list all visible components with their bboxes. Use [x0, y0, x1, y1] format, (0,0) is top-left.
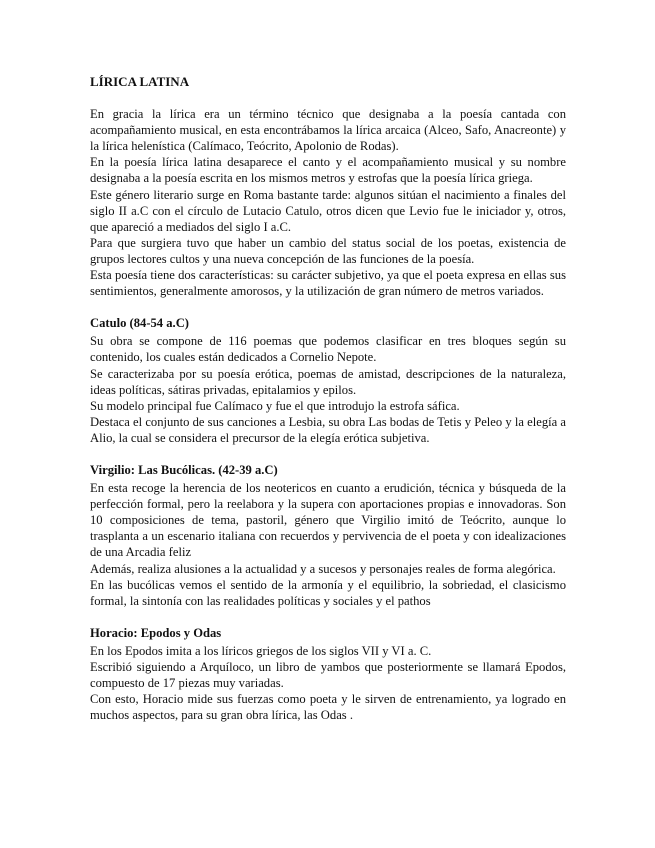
section-intro	[90, 106, 566, 299]
paragraph: Además, realiza alusiones a la actualidad y a sucesos y personajes reales de forma alegórica.	[90, 561, 556, 576]
section-heading: Horacio: Epodos y Odas	[90, 625, 222, 640]
paragraph: En esta recoge la herencia de los neotericos en cuanto a erudición, técnica y búsqueda de la perfección formal, pero la reelabora y la supera con aportaciones propias e innovadoras. Son 10 composiciones de tema, pastoril, género que Virgilio imitó de Teócrito, aunque lo trasplanta a un escenario italiana con recuerdos y pervivencia de el poeta y con idealizaciones de una Arcadia feliz	[90, 481, 566, 560]
paragraph: Destaca el conjunto de sus canciones a Lesbia, su obra Las bodas de Tetis y Peleo y la elegía a Alio, la cual se considera el precursor de la elegía erótica subjetiva.	[90, 414, 566, 445]
paragraph: Su modelo principal fue Calímaco y fue el que introdujo la estrofa sáfica.	[90, 398, 460, 413]
section-heading: Virgilio: Las Bucólicas. (42-39 a.C)	[90, 462, 278, 477]
paragraph: Este género literario surge en Roma bastante tarde: algunos sitúan el nacimiento a finales del siglo II a.C con el círculo de Lutacio Catulo, otros dicen que Levio fue le iniciador y, otros, que apareció a mediados del siglo I a.C.	[90, 187, 566, 234]
paragraph: Con esto, Horacio mide sus fuerzas como poeta y le sirven de entrenamiento, ya logrado en muchos aspectos, para su gran obra lírica, las Odas .	[90, 692, 566, 723]
paragraph: Escribió siguiendo a Arquíloco, un libro de yambos que posteriormente se llamará Epodos, compuesto de 17 piezas muy variadas.	[90, 660, 566, 691]
section-catulo	[90, 315, 566, 446]
paragraph: En las bucólicas vemos el sentido de la armonía y el equilibrio, la sobriedad, el clasicismo formal, la sintonía con las realidades políticas y sociales y el pathos	[90, 577, 566, 608]
paragraph: En la poesía lírica latina desaparece el canto y el acompañamiento musical y su nombre designaba a la poesía escrita en los mismos metros y estrofas que la poesía lírica griega.	[90, 155, 566, 186]
paragraph: En gracia la lírica era un término técnico que designaba a la poesía cantada con acompañamiento musical, en esta encontrábamos la lírica arcaica (Alceo, Safo, Anacreonte) y la lírica helenística (Calímaco, Teócrito, Apolonio de Rodas).	[90, 107, 566, 154]
paragraph: Esta poesía tiene dos características: su carácter subjetivo, ya que el poeta expresa en ellas sus sentimientos, generalmente amorosos, y la utilización de gran número de metros variados.	[90, 268, 566, 299]
section-virgilio	[90, 462, 566, 609]
paragraph: Su obra se compone de 116 poemas que podemos clasificar en tres bloques según su contenido, los cuales están dedicados a Cornelio Nepote.	[90, 334, 566, 365]
paragraph: En los Epodos imita a los líricos griegos de los siglos VII y VI a. C.	[90, 643, 432, 658]
section-horacio	[90, 625, 566, 724]
paragraph: Para que surgiera tuvo que haber un cambio del status social de los poetas, existencia de grupos lectores cultos y una nueva concepción de las funciones de la poesía.	[90, 235, 566, 266]
paragraph: Se caracterizaba por su poesía erótica, poemas de amistad, descripciones de la naturaleza, ideas políticas, sátiras privadas, epitalamios y epilos.	[90, 366, 566, 397]
section-heading: Catulo (84-54 a.C)	[90, 316, 189, 331]
document-title: LÍRICA LATINA	[90, 74, 190, 89]
document-page	[90, 74, 566, 739]
